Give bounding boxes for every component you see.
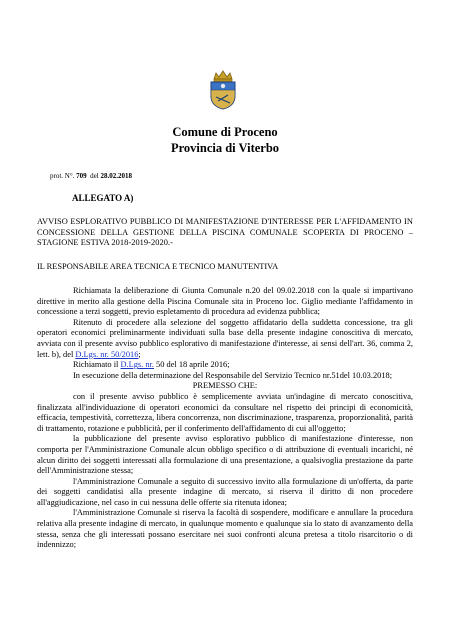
paragraph-esecuzione: In esecuzione della determinazione del Responsabile del Servizio Tecnico nr.51del 10.03.2018; xyxy=(73,370,393,380)
dlgs-link[interactable]: D.Lgs. nr. 50/2016 xyxy=(75,349,139,359)
protocol-line xyxy=(50,172,132,180)
allegato-heading: ALLEGATO A) xyxy=(72,193,134,203)
avviso-heading: AVVISO ESPLORATIVO PUBBLICO DI MANIFESTAZIONE D'INTERESSE PER L'AFFIDAMENTO IN CONCESSIONE DELLA GESTIONE DELLA PISCINA COMUNALE SCOPERTA DI PROCENO – STAGIONE ESTIVA 2018-2019-2020.- xyxy=(37,217,413,248)
paragraph-ritenuto-end: ; xyxy=(138,349,141,359)
protocol-del: del xyxy=(90,172,99,180)
municipal-crest-icon xyxy=(207,70,239,110)
protocol-prefix: prot. N°. xyxy=(50,172,75,180)
paragraph-premessa-4: l'Amministrazione Comunale si riserva la facoltà di sospendere, modificare e annullare la procedura relativa alla presente indagine di mercato, in qualunque momento e qualunque sia lo stato di avanzamento della stessa, senza che gli interessati possano esercitare nei suoi confronti alcuna pretesa a titolo risarcitorio o di indennizzo; xyxy=(37,508,413,550)
dlgs-link-2[interactable]: D.Lgs. nr. xyxy=(120,360,154,370)
paragraph-richiamato-text: Richiamato il xyxy=(73,360,121,370)
paragraph-ritenuto xyxy=(37,318,413,360)
paragraph-richiamato xyxy=(37,360,413,371)
paragraph-richiamato-end: 50 del 18 aprile 2016; xyxy=(153,360,230,370)
paragraph-ritenuto-text: Ritenuto di procedere alla selezione del soggetto affidatario della suddetta concessione, tra gli operatori economici preliminarmente individuati sulla base della presente indagine conoscitiva di mercato, avviata con il presente avviso pubblico esplorativo di manifestazione d'interesse, ai sensi dell'art. 36, comma 2, lett. b), del xyxy=(37,317,413,359)
protocol-number: 709 xyxy=(76,172,87,180)
paragraph-premessa-2: la pubblicazione del presente avviso esplorativo pubblico di manifestazione d'interesse, non comporta per l'Amministrazione Comunale alcun obbligo specifico o di attribuzione di eventuali incarichi, né alcun diritto dei soggetti interessati alla formulazione di una presentazione, a qualsivoglia prestazione da parte dell'Amministrazione stessa; xyxy=(37,434,413,476)
premesso-heading: PREMESSO CHE: xyxy=(192,381,258,391)
document-body xyxy=(37,286,413,551)
paragraph-premessa-1: con il presente avviso pubblico è semplicemente avviata un'indagine di mercato conoscitiva, finalizzata all'individuazione di operatori economici da consultare nel rispetto dei principi di economicità, efficacia, tempestività, correttezza, libera concorrenza, non discriminazione, trasparenza, proporzionalità, parità di trattamento, rotazione e pubblicità, per il conferimento dell'affidamento di cui all'oggetto; xyxy=(37,391,413,433)
responsabile-heading: IL RESPONSABILE AREA TECNICA E TECNICO MANUTENTIVA xyxy=(37,262,279,271)
paragraph-premessa-3: l'Amministrazione Comunale a seguito di successivo invito alla formulazione di un'offerta, da parte dei soggetti candidatisi alla presente indagine di mercato, si riserva il diritto di non procedere all'aggiudicazione, nel caso in cui nessuna delle offerte sia ritenuta idonea; xyxy=(37,476,413,507)
provincia-title: Provincia di Viterbo xyxy=(170,141,280,155)
protocol-date: 28.02.2018 xyxy=(100,172,132,180)
comune-title: Comune di Proceno xyxy=(172,125,278,139)
paragraph-richiamata-delibera: Richiamata la deliberazione di Giunta Comunale n.20 del 09.02.2018 con la quale si impartivano direttive in merito alla gestione della Piscina Comunale sita in Proceno loc. Giglio mediante l'affidamento in concessione a terzi soggetti, previo espletamento di procedura ad evidenza pubblica; xyxy=(37,286,413,317)
